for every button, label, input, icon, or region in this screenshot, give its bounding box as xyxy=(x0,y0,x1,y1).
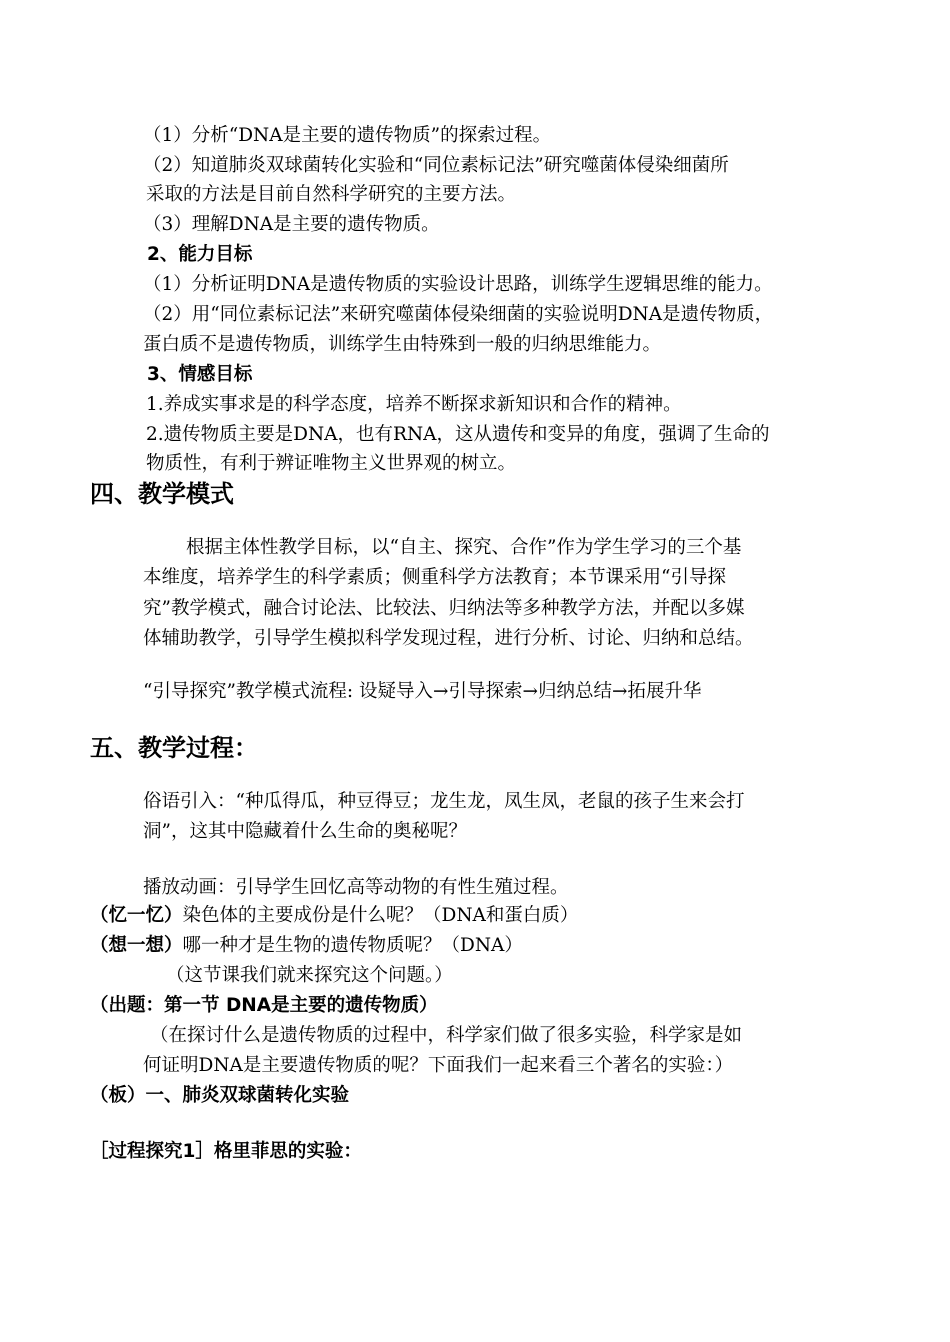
objective-line: 蛋白质不是遗传物质，训练学生由特殊到一般的归纳思维能力。 xyxy=(143,334,662,355)
paragraph-line: 播放动画：引导学生回忆高等动物的有性生殖过程。 xyxy=(143,877,569,898)
paragraph-line: 俗语引入：“种瓜得瓜，种豆得豆；龙生龙，凤生凤，老鼠的孩子生来会打 xyxy=(143,791,745,812)
paragraph-line: 究”教学模式，融合讨论法、比较法、归纳法等多种教学方法，并配以多媒 xyxy=(143,598,745,619)
flow-line: “引导探究”教学模式流程: 设疑导入→引导探索→归纳总结→拓展升华 xyxy=(143,681,702,702)
paragraph-line: 本维度，培养学生的科学素质；侧重科学方法教育；本节课采用“引导探 xyxy=(143,567,726,588)
subsection-heading: 3、情感目标 xyxy=(147,364,253,385)
board-heading: （板）一、肺炎双球菌转化实验 xyxy=(90,1085,350,1106)
paragraph-line: （这节课我们就来探究这个问题。） xyxy=(166,965,453,986)
paragraph-line: 体辅助教学，引导学生模拟科学发现过程，进行分析、讨论、归纳和总结。 xyxy=(143,628,754,649)
paragraph-line: 洞”，这其中隐藏着什么生命的奥秘呢？ xyxy=(143,821,467,842)
think-line xyxy=(90,934,523,958)
objective-line: （1）分析“DNA是主要的遗传物质”的探索过程。 xyxy=(143,125,552,146)
section-heading: 五、教学过程： xyxy=(90,734,258,762)
objective-line: 物质性，有利于辨证唯物主义世界观的树立。 xyxy=(146,453,517,474)
paragraph-line: 根据主体性教学目标，以“自主、探究、合作”作为学生学习的三个基 xyxy=(186,537,742,558)
objective-line: （2）知道肺炎双球菌转化实验和“同位素标记法”研究噬菌体侵染细菌所 xyxy=(143,155,729,176)
objective-line: （2）用“同位素标记法”来研究噬菌体侵染细菌的实验说明DNA是遗传物质， xyxy=(143,304,774,325)
objective-line: 1.养成实事求是的科学态度，培养不断探求新知识和合作的精神。 xyxy=(146,394,682,415)
think-text: 哪一种才是生物的遗传物质呢？（DNA） xyxy=(182,935,523,956)
paragraph-line: （在探讨什么是遗传物质的过程中，科学家们做了很多实验，科学家是如 xyxy=(150,1025,743,1046)
subsection-heading: 2、能力目标 xyxy=(147,244,253,265)
objective-line: （3）理解DNA是主要的遗传物质。 xyxy=(143,214,440,235)
paragraph-line: 何证明DNA是主要遗传物质的呢？下面我们一起来看三个著名的实验：） xyxy=(143,1055,734,1076)
review-line xyxy=(90,904,578,928)
objective-line: （1）分析证明DNA是遗传物质的实验设计思路，训练学生逻辑思维的能力。 xyxy=(143,274,773,295)
section-heading: 四、教学模式 xyxy=(90,480,234,508)
process-heading: ［过程探究1］格里菲思的实验： xyxy=(90,1141,362,1162)
topic-line: （出题：第一节 DNA是主要的遗传物质） xyxy=(90,995,438,1016)
review-text: 染色体的主要成份是什么呢？（DNA和蛋白质） xyxy=(182,905,579,926)
review-tag: （忆一忆） xyxy=(90,905,183,926)
objective-line: 2.遗传物质主要是DNA，也有RNA，这从遗传和变异的角度，强调了生命的 xyxy=(146,424,770,445)
objective-line: 采取的方法是目前自然科学研究的主要方法。 xyxy=(146,184,517,205)
think-tag: （想一想） xyxy=(90,935,183,956)
